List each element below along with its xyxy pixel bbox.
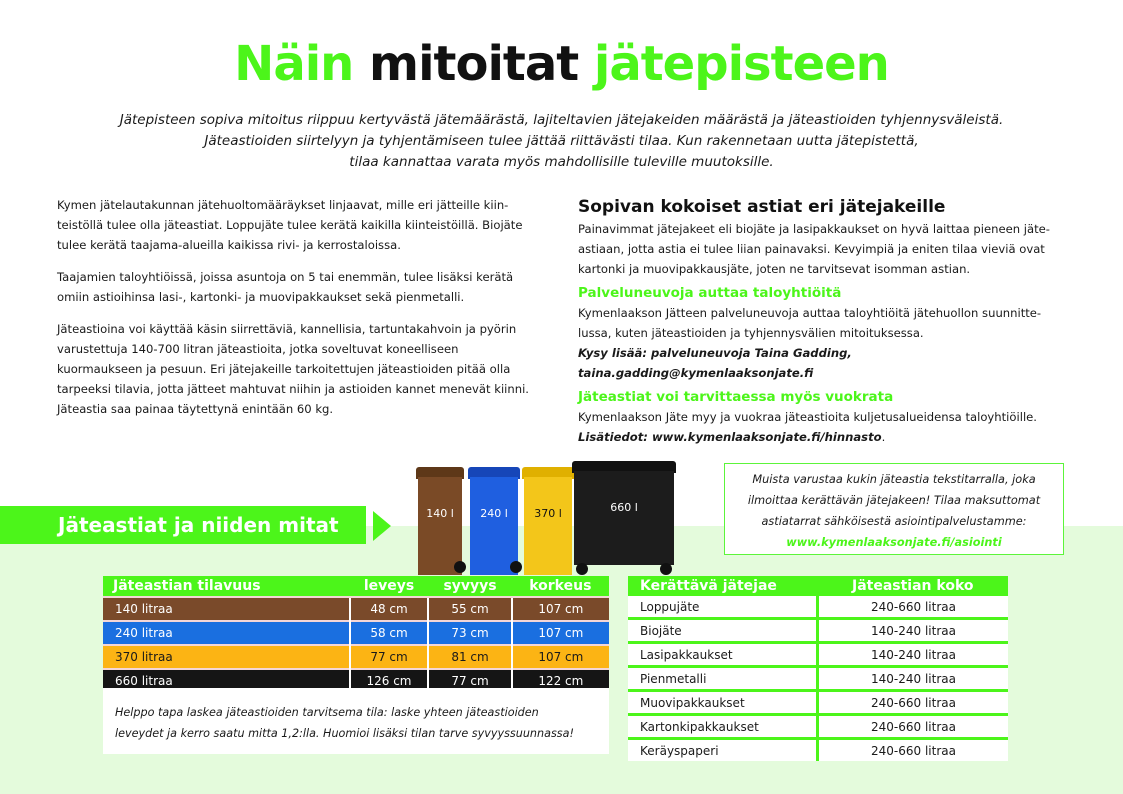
tip-line: leveydet ja kerro saatu mitta 1,2:lla. Huomioi lisäksi tilan tarve syvyyssuunnassa! — [115, 727, 574, 740]
table-cell: Kartonkipakkaukset — [628, 715, 818, 739]
table-cell: 122 cm — [512, 669, 609, 692]
bin-body — [524, 477, 572, 575]
column-header: Jäteastian tilavuus — [103, 576, 350, 597]
arrow-right-icon — [373, 511, 391, 541]
paragraph: Kymen jätelautakunnan jätehuoltomääräykset linjaavat, mille eri jätteille kiin-teistöllä tulee olla jäteastiat. Loppujäte tulee kerätä kaikilla kiinteistöillä. Biojäte tulee kerätä taajama-alueilla kaikissa rivi- ja kerrostaloissa. — [57, 198, 523, 252]
table-cell: Biojäte — [628, 619, 818, 643]
bin-label: 370 l — [534, 507, 562, 520]
section-banner — [0, 506, 366, 544]
table-cell: 140-240 litraa — [818, 643, 1009, 667]
table-cell: Pienmetalli — [628, 667, 818, 691]
table-cell: 107 cm — [512, 645, 609, 669]
intro-line: Jätepisteen sopiva mitoitus riippuu kertyvästä jätemäärästä, lajiteltavien jätejakeiden määrästä ja jäteastioiden tyhjennysväleistä. — [119, 112, 1004, 128]
wheel — [454, 561, 466, 573]
bin-body — [574, 471, 674, 565]
table-row — [628, 619, 1008, 643]
table-row — [103, 645, 609, 669]
banner-label: Jäteastiat ja niiden mitat — [58, 513, 339, 537]
column-header: korkeus — [512, 576, 609, 597]
table-row — [103, 621, 609, 645]
wheel — [576, 563, 588, 575]
bin-140 — [418, 467, 462, 575]
left-column — [57, 195, 537, 431]
table-cell: 140-240 litraa — [818, 667, 1009, 691]
right-column — [578, 195, 1068, 447]
subheading-advisor: Palveluneuvoja auttaa taloyhtiöitä — [578, 285, 842, 301]
table-row — [628, 667, 1008, 691]
table-row — [628, 643, 1008, 667]
paragraph: Kymenlaakson Jäte myy ja vuokraa jäteastioita kuljetusalueidensa taloyhtiöille. — [578, 410, 1037, 424]
column-header: Kerättävä jätejae — [628, 576, 818, 596]
table-cell: Keräyspaperi — [628, 739, 818, 762]
table-cell: 240 litraa — [103, 621, 350, 645]
notice-line: astiatarrat sähköisestä asiointipalvelustamme: — [761, 515, 1027, 528]
wheel — [510, 561, 522, 573]
table-cell: 81 cm — [428, 645, 511, 669]
column-header: Jäteastian koko — [818, 576, 1009, 596]
table-cell: 660 litraa — [103, 669, 350, 692]
table-row — [628, 596, 1008, 619]
table-cell: 240-660 litraa — [818, 715, 1009, 739]
bin-label: 140 l — [426, 507, 454, 520]
table-row — [628, 739, 1008, 762]
contact-info[interactable]: Kysy lisää: palveluneuvoja Taina Gadding, taina.gadding@kymenlaaksonjate.fi — [578, 346, 852, 380]
bin-body — [418, 477, 462, 575]
intro-line: tilaa kannattaa varata myös mahdollisille tuleville muutoksille. — [349, 154, 774, 170]
paragraph: Jäteastioina voi käyttää käsin siirrettäviä, kannellisia, tartuntakahvoin ja pyörin varustettuja 140-700 litran jäteastioita, jotka soveltuvat koneelliseen kuormaukseen ja pesuun. Eri jätejakeille tarkoitettujen jäteastioiden pitää olla tarpeeksi tilavia, jotta jätteet mahtuvat niihin ja astioiden kannet menevät kiinni. Jäteastia saa painaa täytettynä enintään 60 kg. — [57, 322, 529, 416]
intro-line: Jäteastioiden siirtelyyn ja tyhjentämiseen tulee jättää riittävästi tilaa. Kun rakennetaan uutta jätepistettä, — [204, 133, 919, 149]
bin-label: 660 l — [610, 501, 638, 514]
subheading-rental: Jäteastiat voi tarvittaessa myös vuokrata — [578, 389, 894, 405]
table-cell: 370 litraa — [103, 645, 350, 669]
bin-660 — [574, 461, 674, 575]
table-cell: 58 cm — [350, 621, 429, 645]
page-title — [0, 32, 1123, 96]
table-cell: 77 cm — [428, 669, 511, 692]
table-row — [628, 691, 1008, 715]
bin-body — [470, 477, 518, 575]
table-cell: 77 cm — [350, 645, 429, 669]
table-cell: 107 cm — [512, 597, 609, 621]
column-header: leveys — [350, 576, 429, 597]
table-cell: 55 cm — [428, 597, 511, 621]
sticker-notice-box — [724, 463, 1064, 555]
waste-fractions-table — [628, 576, 1008, 761]
tip-text — [103, 688, 609, 754]
table-cell: 240-660 litraa — [818, 596, 1009, 619]
bin-370 — [524, 467, 572, 575]
bin-label: 240 l — [480, 507, 508, 520]
title-part-1: Näin — [234, 36, 354, 92]
asiointi-link[interactable]: www.kymenlaaksonjate.fi/asiointi — [786, 536, 1002, 549]
table-cell: 107 cm — [512, 621, 609, 645]
table-header-row — [628, 576, 1008, 596]
paragraph: Painavimmat jätejakeet eli biojäte ja lasipakkaukset on hyvä laittaa pieneen jäte-astiaan, jotta astia ei tulee liian painavaksi. Kevyimpiä ja eniten tilaa vieviä ovat kartonki ja muovipakkausjäte, joten ne tarvitsevat isomman astian. — [578, 222, 1050, 276]
wheel — [660, 563, 672, 575]
title-part-2: mitoitat — [369, 36, 579, 92]
table-cell: Lasipakkaukset — [628, 643, 818, 667]
title-part-3: jätepisteen — [593, 36, 889, 92]
paragraph: Taajamien taloyhtiöissä, joissa asuntoja on 5 tai enemmän, tulee lisäksi kerätä omiin astioihinsa lasi-, kartonki- ja muovipakkaukset sekä pienmetalli. — [57, 270, 514, 304]
table-cell: 126 cm — [350, 669, 429, 692]
pricing-link[interactable]: Lisätiedot: www.kymenlaaksonjate.fi/hinnasto — [578, 430, 882, 444]
table-row — [103, 597, 609, 621]
table-cell: Loppujäte — [628, 596, 818, 619]
bin-240 — [470, 467, 518, 575]
paragraph: Kymenlaakson Jätteen palveluneuvoja auttaa taloyhtiöitä jätehuollon suunnitte-lussa, kuten jäteastioiden ja tyhjennysvälien mitoituksessa. — [578, 306, 1042, 340]
section-heading: Sopivan kokoiset astiat eri jätejakeille — [578, 197, 946, 217]
notice-line: Muista varustaa kukin jäteastia tekstitarralla, joka — [752, 473, 1036, 486]
table-cell: 140-240 litraa — [818, 619, 1009, 643]
waste-bins-image — [412, 455, 712, 575]
column-header: syvyys — [428, 576, 511, 597]
table-header-row — [103, 576, 609, 597]
table-cell: 48 cm — [350, 597, 429, 621]
notice-line: ilmoittaa kerättävän jätejakeen! Tilaa maksuttomat — [747, 494, 1041, 507]
table-cell: 240-660 litraa — [818, 739, 1009, 762]
intro-text — [60, 110, 1063, 173]
table-cell: Muovipakkaukset — [628, 691, 818, 715]
tip-line: Helppo tapa laskea jäteastioiden tarvitsema tila: laske yhteen jäteastioiden — [115, 706, 539, 719]
bin-sizes-table — [103, 576, 609, 692]
period: . — [881, 430, 886, 444]
table-cell: 240-660 litraa — [818, 691, 1009, 715]
table-cell: 73 cm — [428, 621, 511, 645]
table-cell: 140 litraa — [103, 597, 350, 621]
table-row — [628, 715, 1008, 739]
